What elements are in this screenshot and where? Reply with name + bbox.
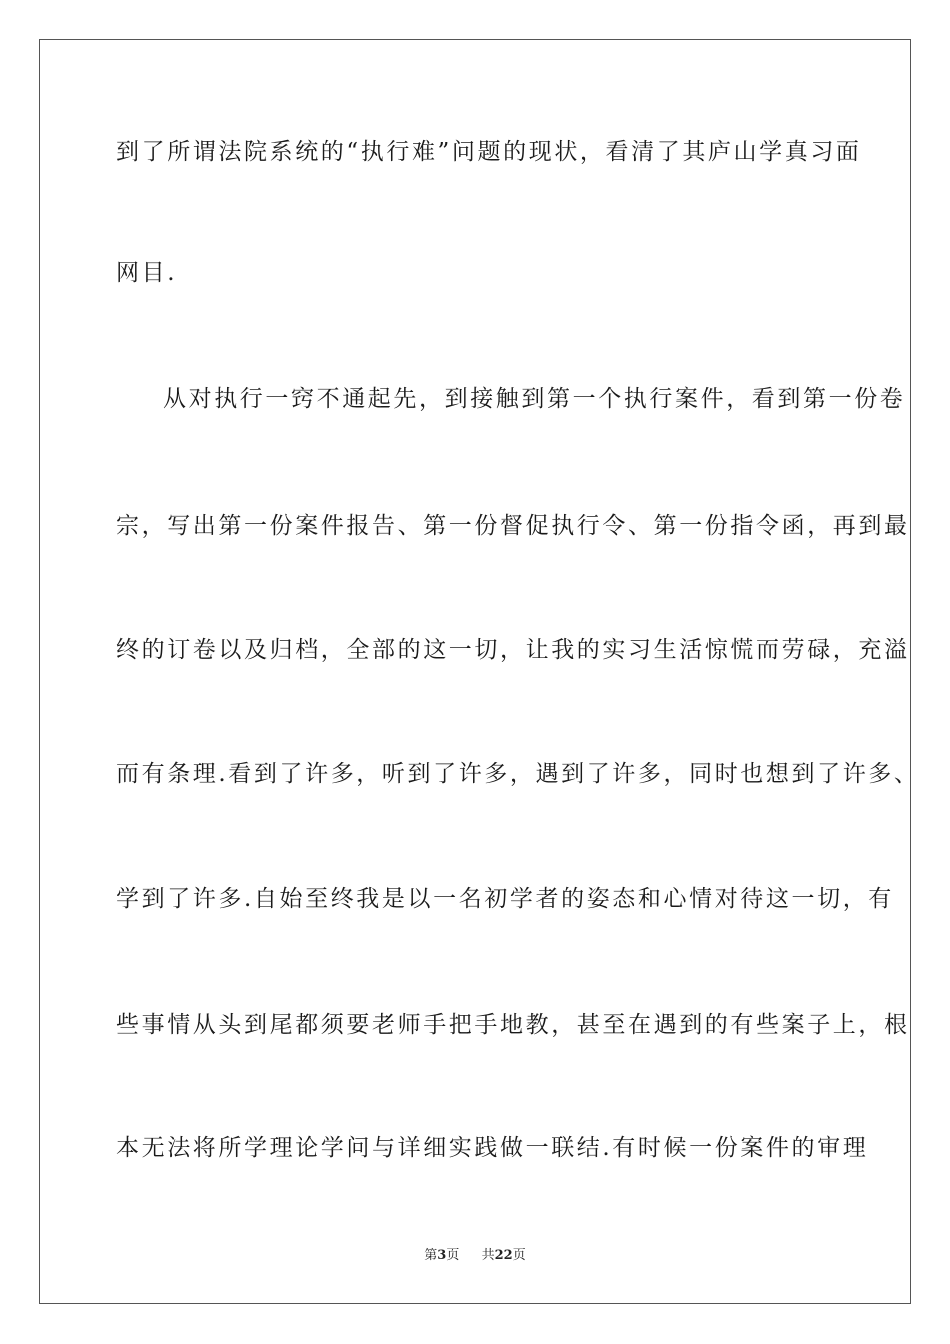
body-text-line-6: 而有条理.看到了许多，听到了许多，遇到了许多，同时也想到了许多、	[116, 761, 920, 787]
body-text-line-1: 到了所谓法院系统的“执行难”问题的现状，看清了其庐山学真习面	[116, 139, 862, 165]
footer-total-pages: 22	[494, 1248, 513, 1263]
page-border	[39, 39, 920, 1304]
page-footer	[0, 1247, 950, 1265]
footer-page-suffix: 页	[446, 1248, 460, 1263]
footer-total-suffix: 页	[512, 1248, 526, 1263]
body-text-line-8: 些事情从头到尾都须要老师手把手地教，甚至在遇到的有些案子上，根	[116, 1012, 910, 1038]
footer-page-prefix: 第	[424, 1248, 438, 1263]
body-text-line-7: 学到了许多.自始至终我是以一名初学者的姿态和心情对待这一切，有	[116, 886, 894, 912]
body-text-line-3: 从对执行一窍不通起先，到接触到第一个执行案件，看到第一份卷	[163, 386, 906, 412]
footer-page-number: 3	[437, 1248, 447, 1263]
body-text-line-4: 宗，写出第一份案件报告、第一份督促执行令、第一份指令函，再到最	[116, 513, 910, 539]
footer-total-prefix: 共	[481, 1248, 495, 1263]
body-text-line-5: 终的订卷以及归档，全部的这一切，让我的实习生活惊慌而劳碌，充溢	[116, 637, 910, 663]
body-text-line-9: 本无法将所学理论学问与详细实践做一联结.有时候一份案件的审理	[116, 1135, 869, 1161]
body-text-line-2: 网目.	[116, 260, 178, 286]
